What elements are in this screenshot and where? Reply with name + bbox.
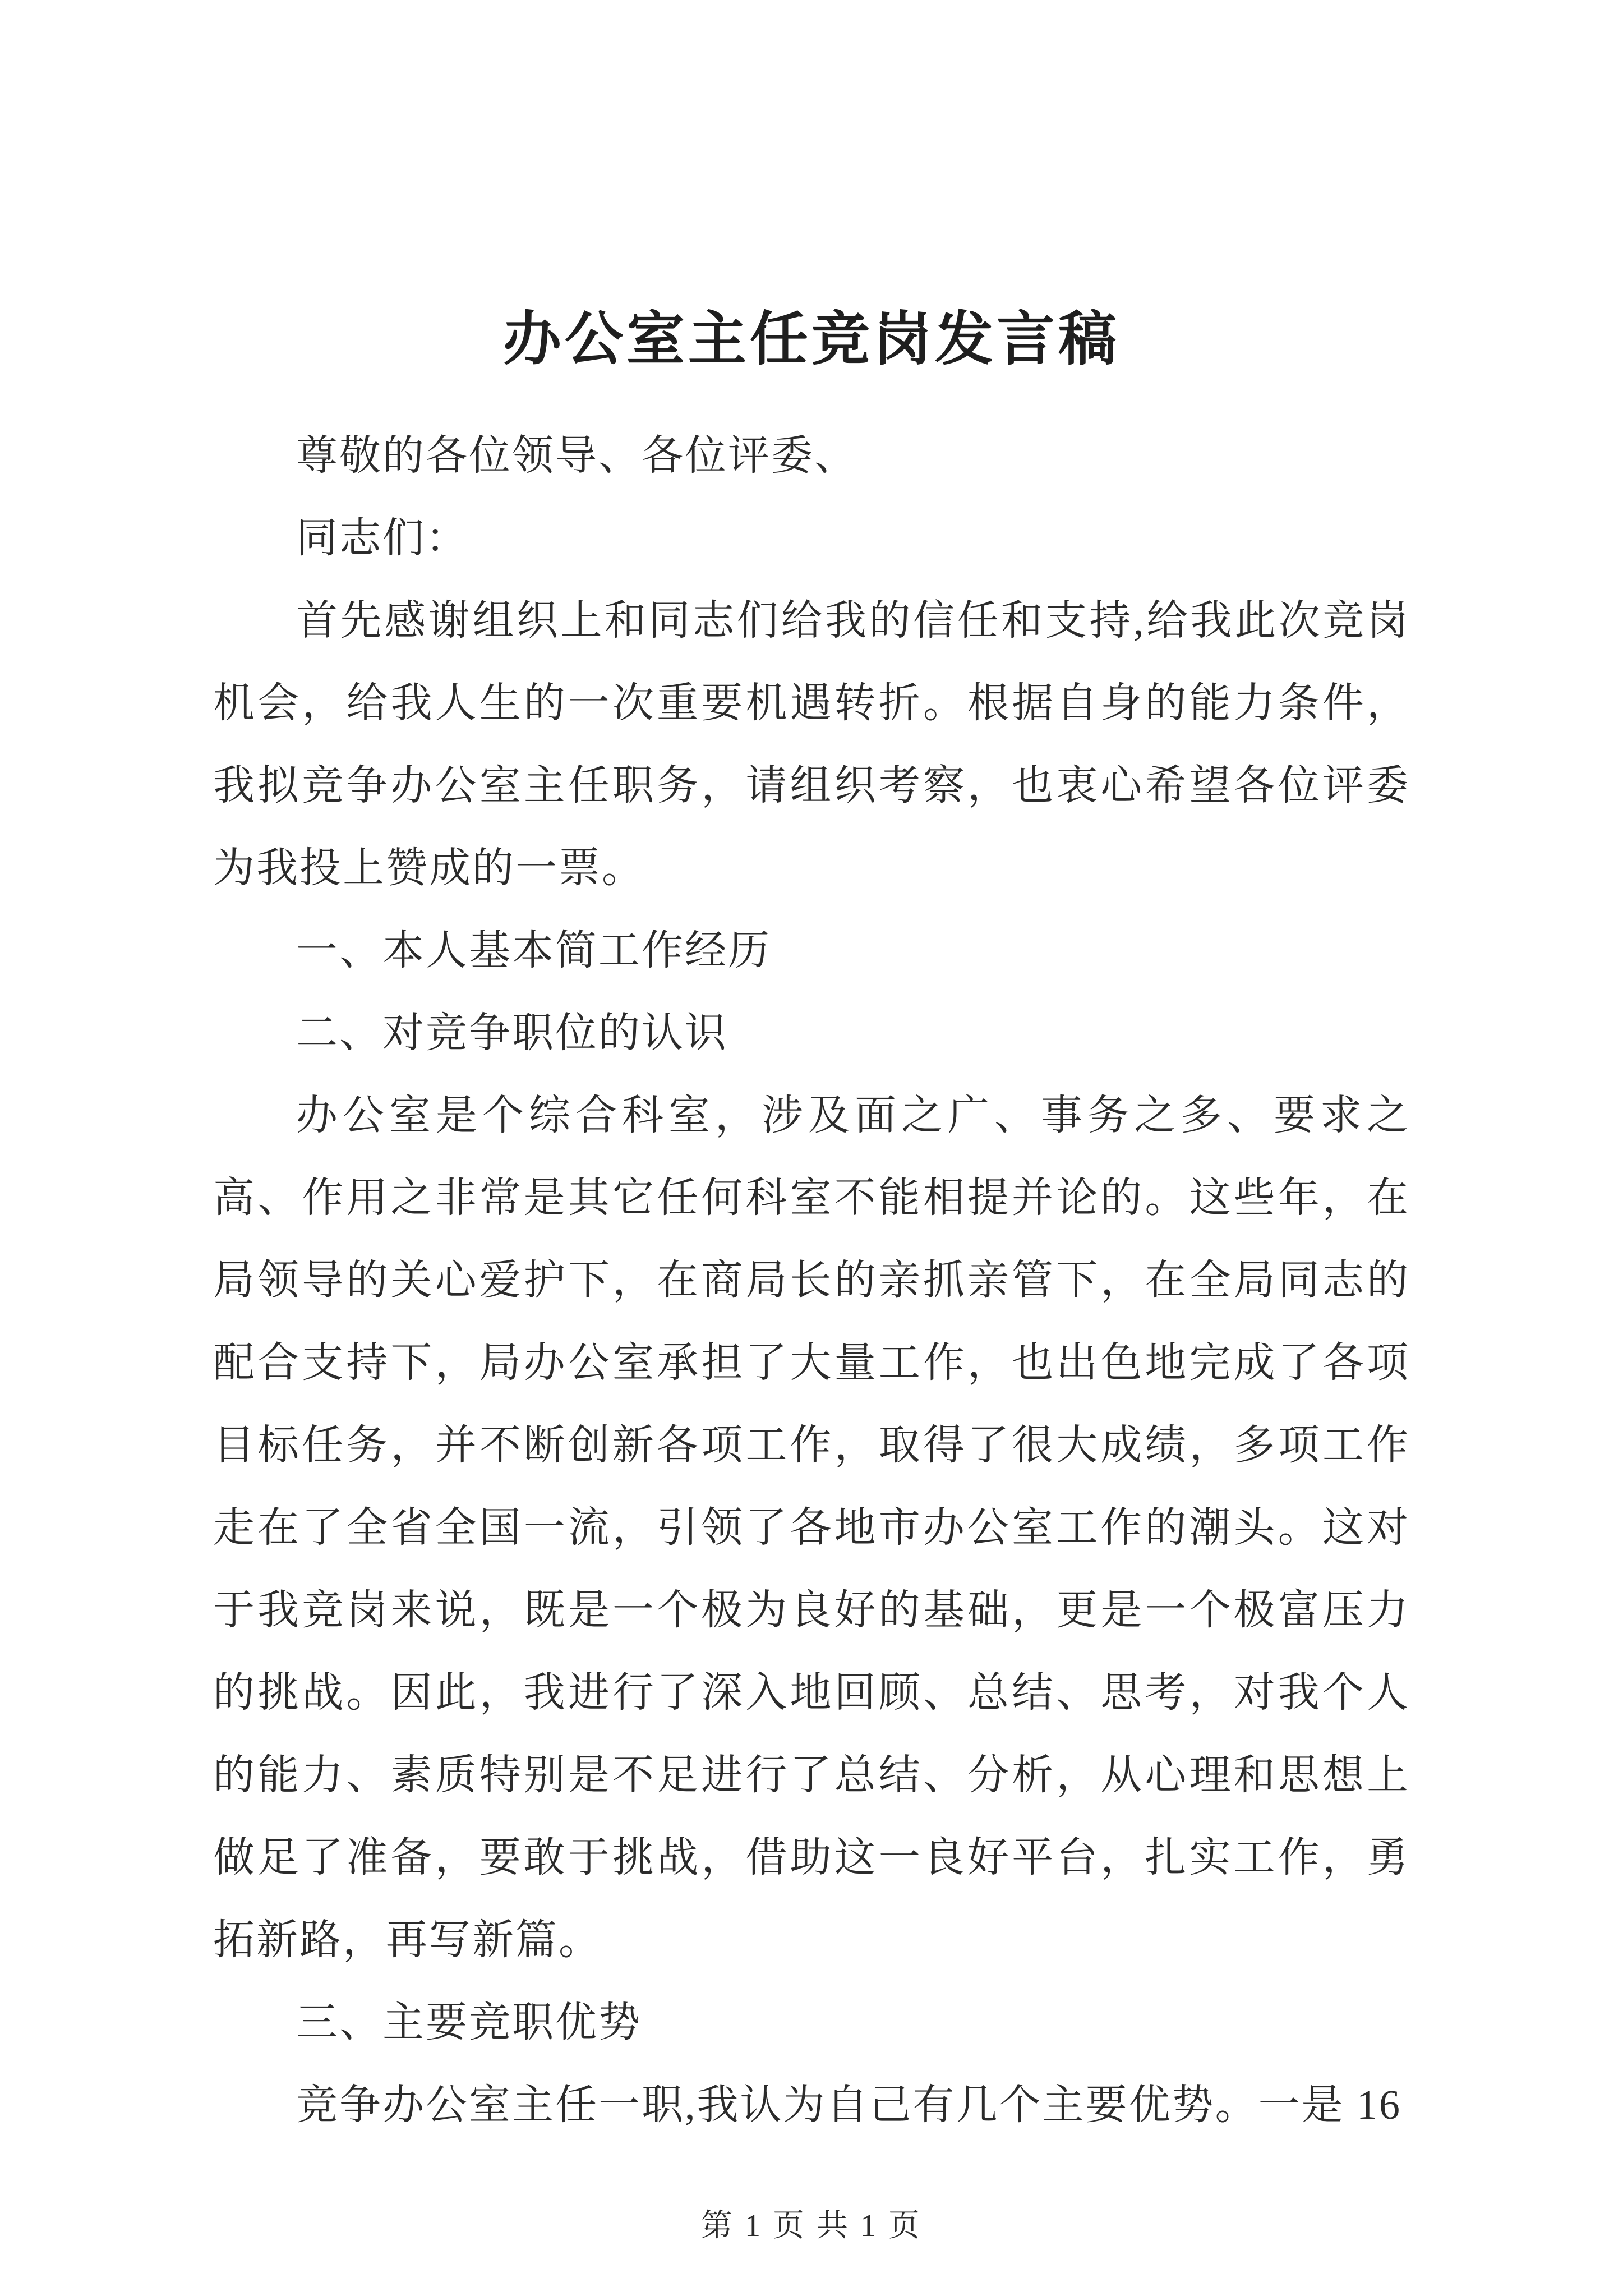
paragraph: 首先感谢组织上和同志们给我的信任和支持,给我此次竞岗机会，给我人生的一次重要机遇转折。根据自身的能力条件，我拟竞争办公室主任职务，请组织考察，也衷心希望各位评委为我投上赞成的一票。 — [213, 598, 1410, 891]
paragraph: 二、对竞争职位的认识 — [296, 1010, 728, 1056]
paragraph: 三、主要竞职优势 — [296, 2000, 642, 2046]
paragraph: 办公室是个综合科室，涉及面之广、事务之多、要求之高、作用之非常是其它任何科室不能相提并论的。这些年，在局领导的关心爱护下，在商局长的亲抓亲管下，在全局同志的配合支持下，局办公室承担了大量工作，也出色地完成了各项目标任务，并不断创新各项工作，取得了很大成绩，多项工作走在了全省全国一流，引领了各地市办公室工作的潮头。这对于我竞岗来说，既是一个极为良好的基础，更是一个极富压力的挑战。因此，我进行了深入地回顾、总结、思考，对我个人的能力、素质特别是不足进行了总结、分析，从心理和思想上做足了准备，要敢于挑战，借助这一良好平台，扎实工作，勇拓新路，再写新篇。 — [213, 1093, 1410, 1963]
document-body — [213, 415, 1410, 2147]
page-footer — [0, 2201, 1623, 2246]
document-title: 办公室主任竞岗发言稿 — [502, 307, 1120, 372]
paragraph: 同志们： — [296, 516, 469, 562]
paragraph: 尊敬的各位领导、各位评委、 — [296, 433, 857, 479]
paragraph: 一、本人基本简工作经历 — [296, 928, 771, 974]
paragraph: 竞争办公室主任一职,我认为自己有几个主要优势。一是 16 — [296, 2082, 1401, 2128]
page-number-text: 第 1 页 共 1 页 — [701, 2208, 922, 2243]
